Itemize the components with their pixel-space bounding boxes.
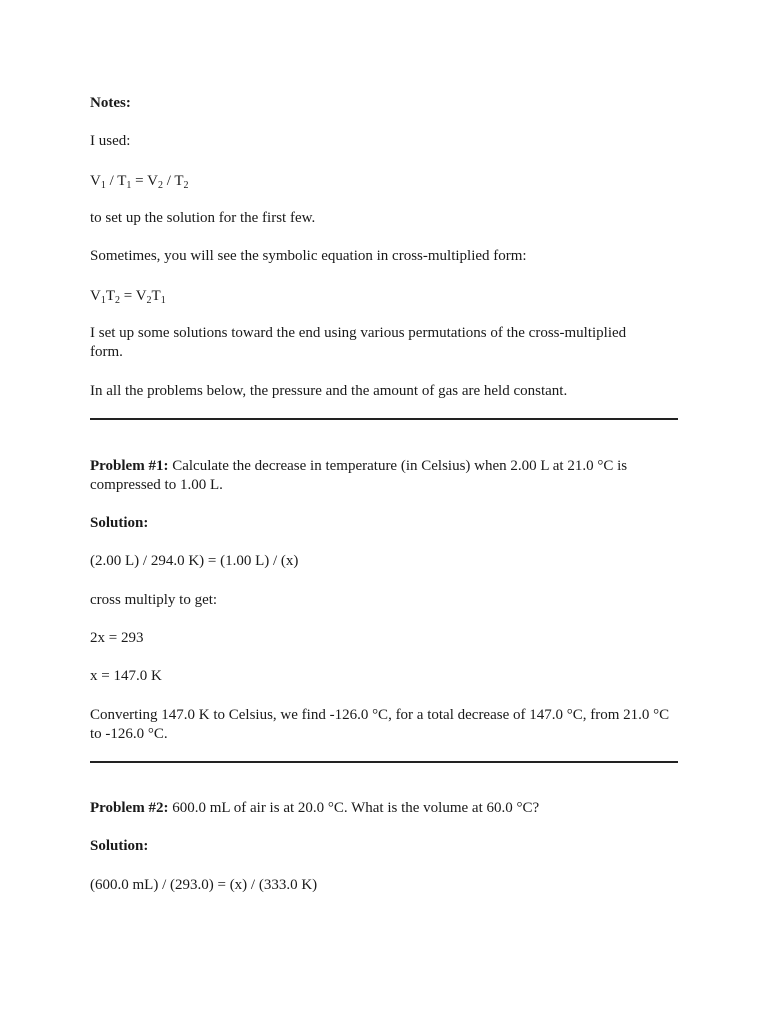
problem-2-label: Problem #2: (90, 800, 169, 816)
sometimes-text: Sometimes, you will see the symbolic equation in cross-multiplied form: (90, 248, 527, 264)
section-divider (90, 418, 678, 420)
setup-text: to set up the solution for the first few. (90, 210, 316, 226)
charles-law-equation: $V_1 / T_1 = V_2 / T_2$ (90, 173, 189, 191)
problem-1-label: Problem #1: (90, 458, 169, 474)
problem-1-step-1: (2.00 L) / 294.0 K) = (1.00 L) / (x) (90, 553, 299, 569)
problem-1-conclusion: Converting 147.0 K to Celsius, we find -126.0 °C, for a total decrease of 147.0 °C, from 21.0 °C to -126.0 °C. (90, 707, 670, 742)
problem-1-step-2: cross multiply to get: (90, 592, 218, 608)
notes-heading (90, 94, 680, 113)
problem-2-statement (90, 799, 680, 818)
solution-label: Solution: (90, 515, 149, 531)
constant-text: In all the problems below, the pressure and the amount of gas are held constant. (90, 383, 568, 399)
cross-multiplied-equation: $V_1T_2 = V_2T_1$ (90, 288, 166, 306)
permutations-text: I set up some solutions toward the end using various permutations of the cross-multiplied form. (90, 325, 627, 360)
problem-1-statement (90, 457, 675, 495)
problem-1-text: Calculate the decrease in temperature (in Celsius) when 2.00 L at 21.0 °C is compressed to 1.00 L. (90, 458, 628, 493)
problem-2-solution-heading (90, 837, 680, 856)
notes-heading-text: Notes: (90, 95, 131, 111)
solution-label: Solution: (90, 838, 149, 854)
section-divider (90, 761, 678, 763)
problem-2-text: 600.0 mL of air is at 20.0 °C. What is the volume at 60.0 °C? (168, 800, 540, 816)
problem-2-step-1: (600.0 mL) / (293.0) = (x) / (333.0 K) (90, 877, 318, 893)
i-used-text: I used: (90, 133, 131, 149)
problem-1-solution-heading (90, 514, 680, 533)
problem-1-step-4: x = 147.0 K (90, 668, 162, 684)
problem-1-step-3: 2x = 293 (90, 630, 144, 646)
